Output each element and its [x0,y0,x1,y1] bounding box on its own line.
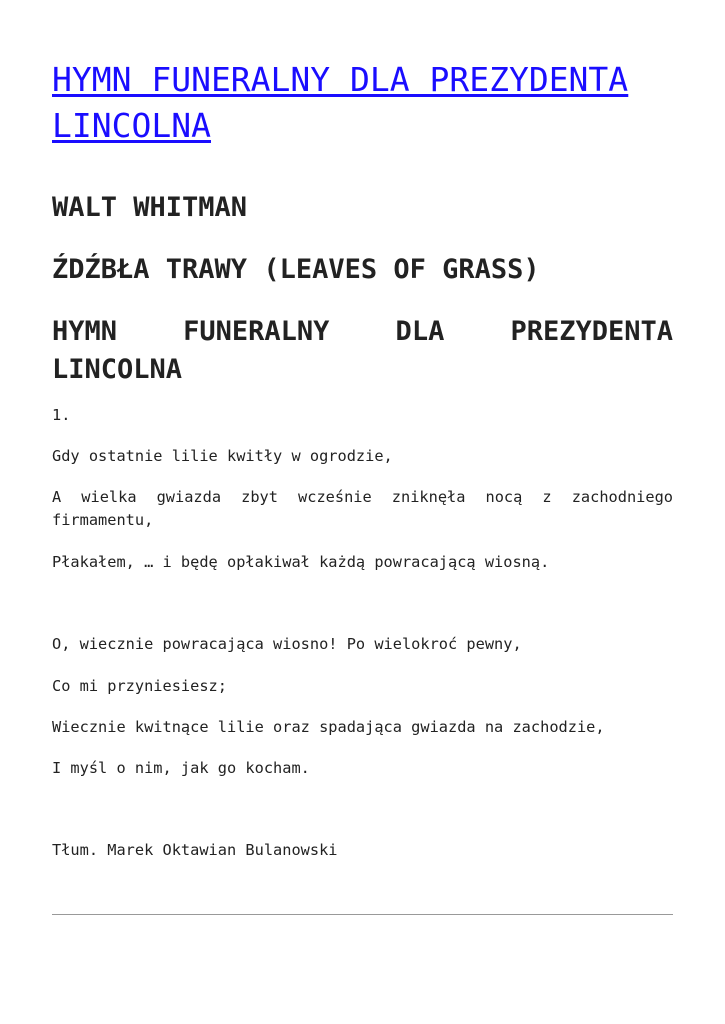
poem-line-part: A wielka gwiazda zbyt wcześnie zniknęła nocą z zachodniego [52,488,673,506]
poem-line: I myśl o nim, jak go kocham. [52,759,310,777]
post-title [52,57,673,149]
poem-line: Płakałem, … i będę opłakiwał każdą powracającą wiosną. [52,553,550,571]
poem-title-line-1: HYMN FUNERALNY DLA PREZYDENTA [52,316,673,347]
poem-title-line-2: LINCOLNA [52,354,183,385]
poem-line: Wiecznie kwitnące lilie oraz spadająca gwiazda na zachodzie, [52,718,605,736]
post-title-link[interactable]: HYMN FUNERALNY DLA PREZYDENTA LINCOLNA [52,60,629,145]
poem-line: O, wiecznie powracająca wiosno! Po wielokroć pewny, [52,635,522,653]
poem-line: Co mi przyniesiesz; [52,677,227,695]
author-heading: WALT WHITMAN [52,192,248,223]
poem-line: Gdy ostatnie lilie kwitły w ogrodzie, [52,447,393,465]
poem-line [52,486,673,532]
poem-line-part: firmamentu, [52,511,154,529]
poem-title-heading [52,313,673,389]
translator-credit: Tłum. Marek Oktawian Bulanowski [52,841,338,859]
footer-divider [52,914,673,915]
section-number: 1. [52,406,71,424]
book-heading: ŹDŹBŁA TRAWY (LEAVES OF GRASS) [52,254,540,285]
